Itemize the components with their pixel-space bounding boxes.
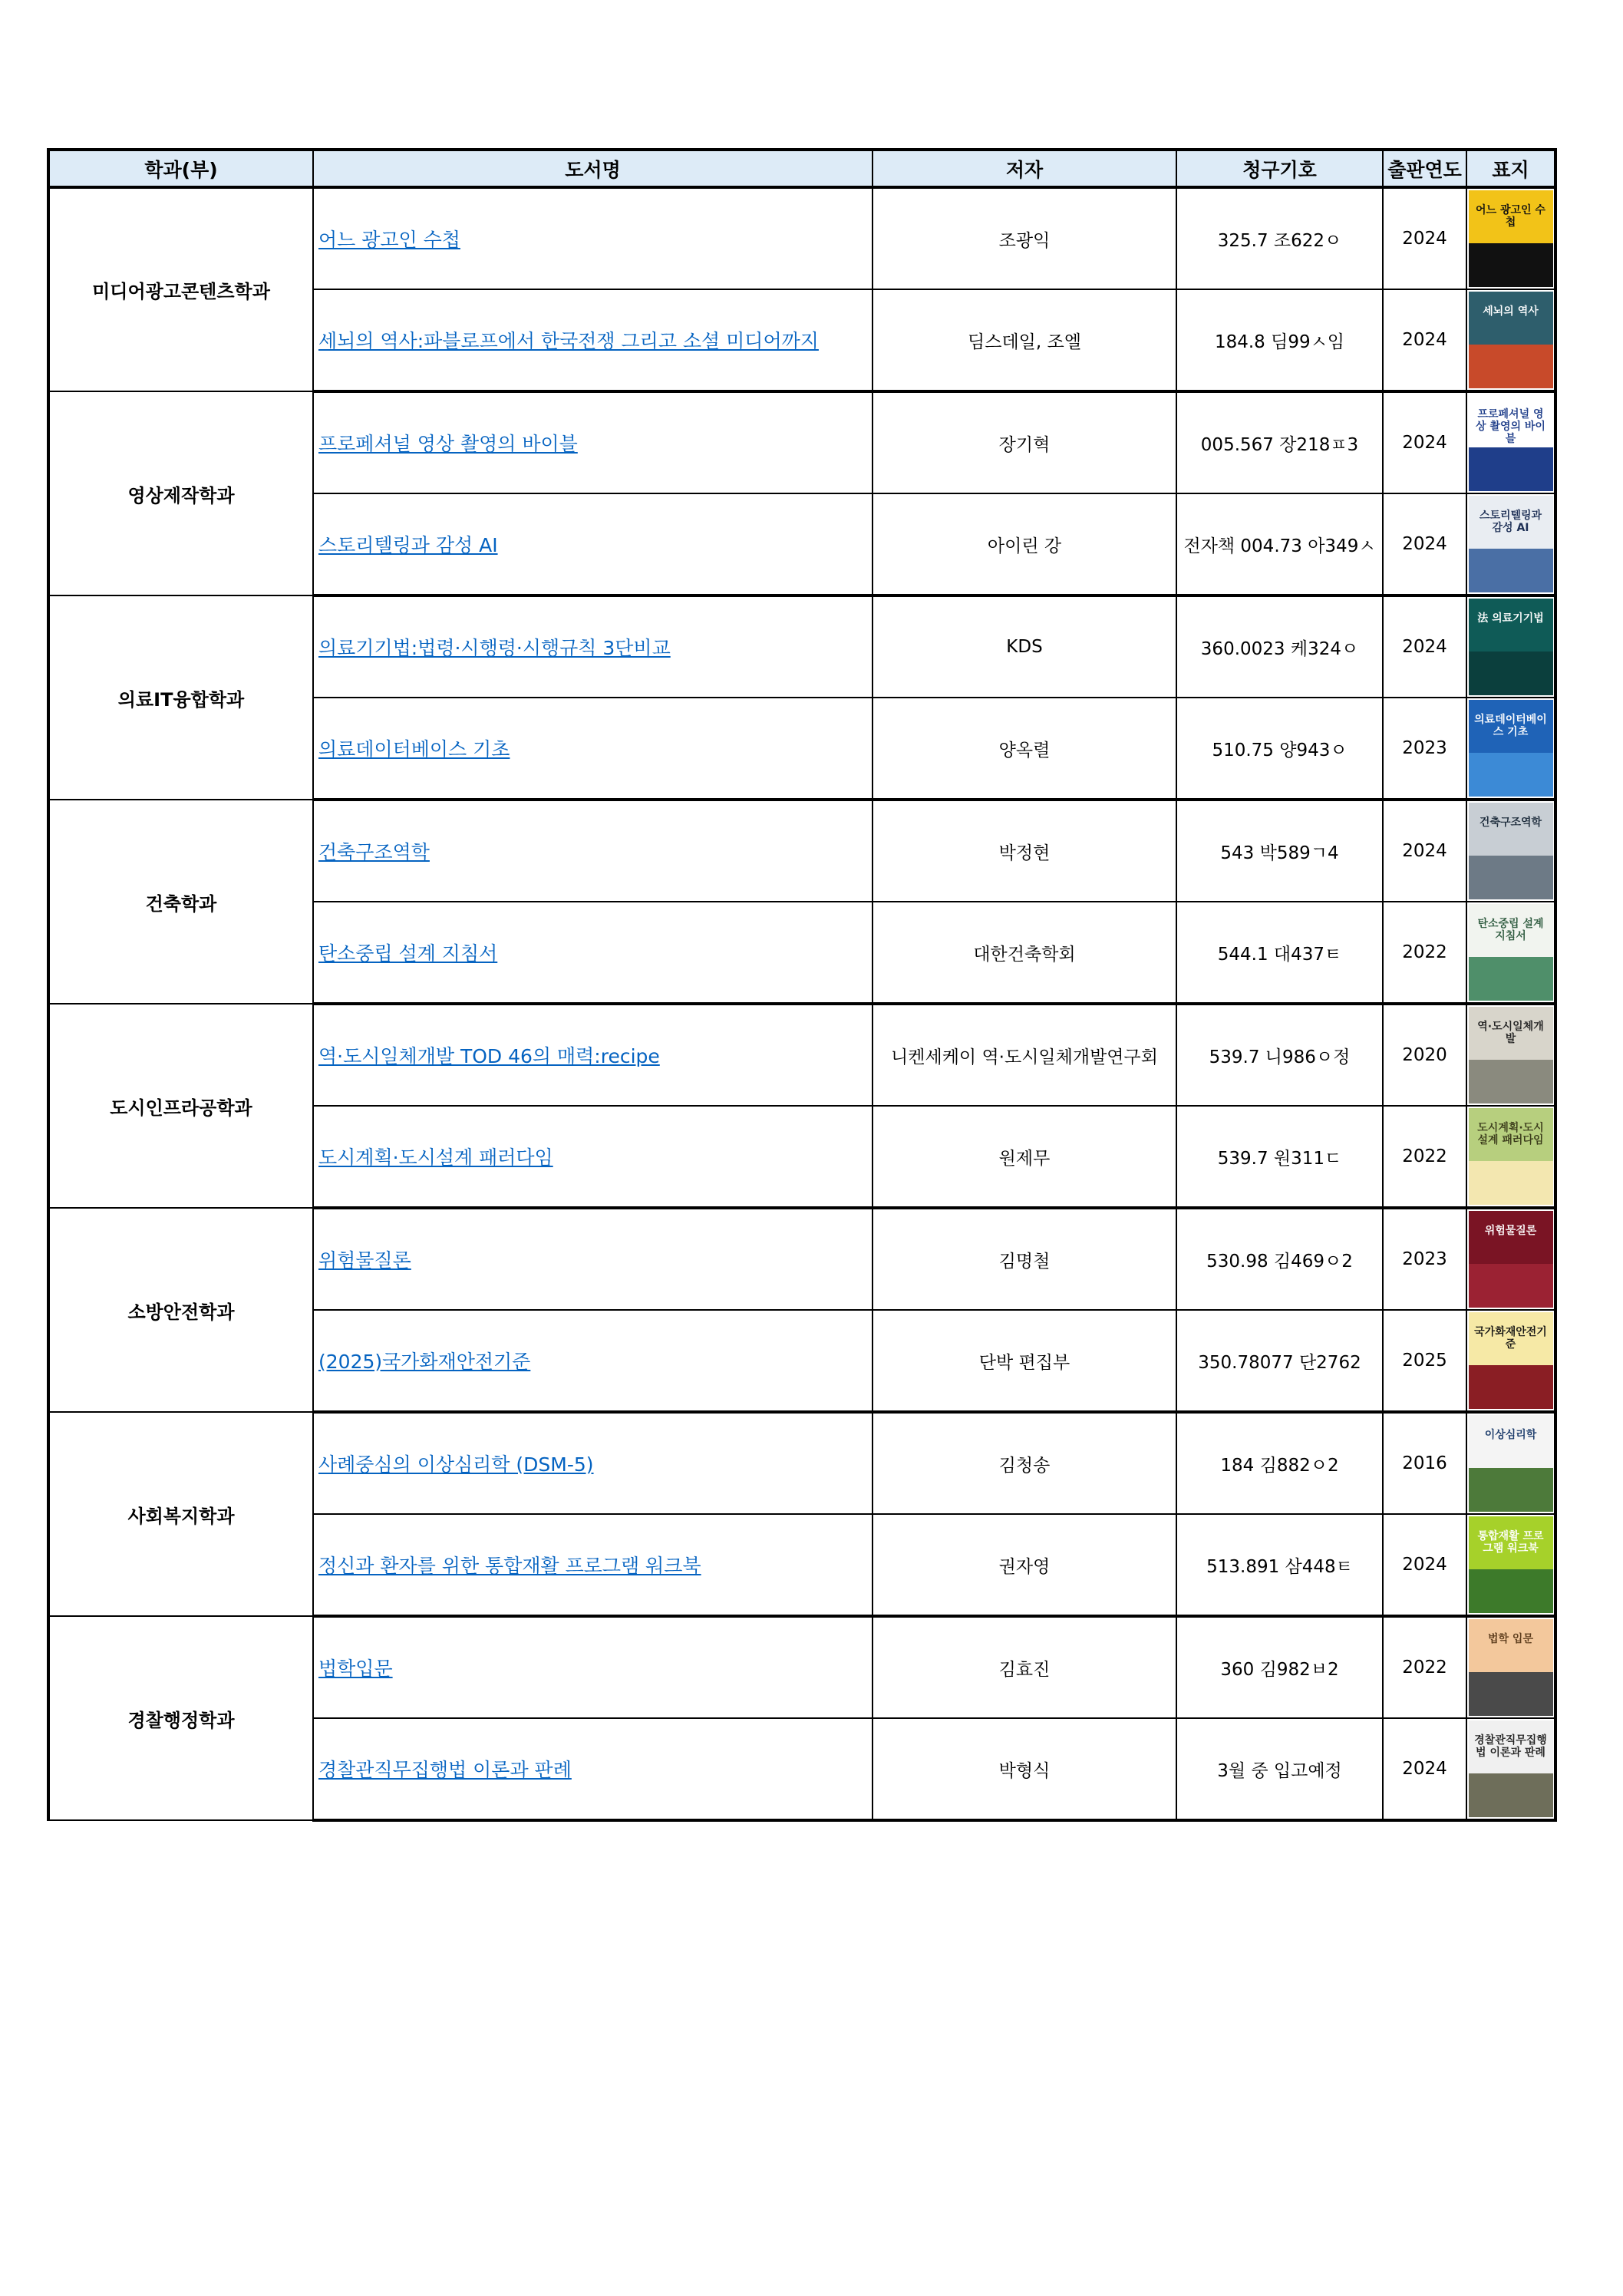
cover-title-text: 프로페셔널 영상 촬영의 바이블 — [1476, 408, 1545, 445]
year-cell: 2024 — [1383, 800, 1466, 902]
author-cell: 박정현 — [873, 800, 1176, 902]
cover-title-text: 이상심리학 — [1484, 1429, 1537, 1441]
cover-title-text: 건축구조역학 — [1479, 816, 1542, 829]
cover-band-bottom — [1469, 1468, 1553, 1512]
title-cell — [313, 1412, 873, 1514]
call-number-cell: 전자책 004.73 아349ㅅ — [1176, 493, 1383, 595]
title-cell — [313, 1004, 873, 1106]
call-number-cell: 530.98 김469ㅇ2 — [1176, 1208, 1383, 1310]
author-cell: 조광익 — [873, 187, 1176, 289]
call-number-cell: 510.75 양943ㅇ — [1176, 698, 1383, 800]
book-title-link[interactable]: 정신과 환자를 위한 통합재활 프로그램 워크북 — [318, 1555, 701, 1577]
header-call-number: 청구기호 — [1176, 150, 1383, 187]
book-cover-image[interactable] — [1469, 496, 1553, 592]
year-cell: 2023 — [1383, 698, 1466, 800]
cover-band-bottom — [1469, 1161, 1553, 1205]
book-cover-image[interactable] — [1469, 394, 1553, 491]
cover-band-top — [1469, 803, 1553, 856]
book-title-link[interactable]: 건축구조역학 — [318, 841, 430, 863]
cover-title-text: 法 의료기기법 — [1477, 612, 1544, 625]
book-title-link[interactable]: 법학입문 — [318, 1658, 393, 1680]
cover-band-bottom — [1469, 753, 1553, 797]
header-dept: 학과(부) — [48, 150, 313, 187]
table-row — [48, 187, 1555, 289]
cover-band-bottom — [1469, 957, 1553, 1001]
table-header — [48, 150, 1555, 187]
cover-band-top — [1469, 292, 1553, 345]
book-title-link[interactable]: 사례중심의 이상심리학 (DSM-5) — [318, 1453, 594, 1476]
cover-cell — [1466, 1616, 1555, 1718]
book-cover-image[interactable] — [1469, 904, 1553, 1001]
header-row — [48, 150, 1555, 187]
author-cell: 김명철 — [873, 1208, 1176, 1310]
cover-cell — [1466, 1412, 1555, 1514]
year-cell: 2025 — [1383, 1310, 1466, 1412]
cover-cell — [1466, 698, 1555, 800]
cover-title-text: 위험물질론 — [1484, 1225, 1537, 1237]
header-author: 저자 — [873, 150, 1176, 187]
year-cell: 2024 — [1383, 391, 1466, 493]
call-number-cell: 3월 중 입고예정 — [1176, 1718, 1383, 1820]
call-number-cell: 543 박589ㄱ4 — [1176, 800, 1383, 902]
book-cover-image[interactable] — [1469, 292, 1553, 388]
year-cell: 2024 — [1383, 595, 1466, 698]
title-cell — [313, 1718, 873, 1820]
table-row — [48, 1208, 1555, 1310]
book-title-link[interactable]: 의료데이터베이스 기초 — [318, 738, 510, 760]
dept-cell: 건축학과 — [48, 800, 313, 1004]
cover-cell — [1466, 1106, 1555, 1208]
author-cell: 장기혁 — [873, 391, 1176, 493]
call-number-cell: 360 김982ㅂ2 — [1176, 1616, 1383, 1718]
cover-cell — [1466, 1514, 1555, 1616]
author-cell: 원제무 — [873, 1106, 1176, 1208]
cover-band-bottom — [1469, 1060, 1553, 1103]
book-title-link[interactable]: 탄소중립 설계 지침서 — [318, 942, 498, 965]
cover-cell — [1466, 1310, 1555, 1412]
title-cell — [313, 1106, 873, 1208]
book-title-link[interactable]: 어느 광고인 수첩 — [318, 229, 460, 251]
cover-cell — [1466, 902, 1555, 1004]
year-cell: 2022 — [1383, 1616, 1466, 1718]
cover-band-bottom — [1469, 1672, 1553, 1716]
title-cell — [313, 289, 873, 391]
table-row — [48, 1004, 1555, 1106]
author-cell: 권자영 — [873, 1514, 1176, 1616]
title-cell — [313, 698, 873, 800]
book-title-link[interactable]: 역·도시일체개발 TOD 46의 매력:recipe — [318, 1045, 660, 1067]
table-row — [48, 1412, 1555, 1514]
cover-cell — [1466, 595, 1555, 698]
book-cover-image[interactable] — [1469, 190, 1553, 287]
title-cell — [313, 493, 873, 595]
cover-cell — [1466, 1718, 1555, 1820]
book-cover-image[interactable] — [1469, 1516, 1553, 1613]
cover-cell — [1466, 187, 1555, 289]
title-cell — [313, 1616, 873, 1718]
cover-band-bottom — [1469, 345, 1553, 388]
cover-band-top — [1469, 599, 1553, 652]
cover-title-text: 의료데이터베이스 기초 — [1474, 714, 1547, 738]
cover-band-bottom — [1469, 1365, 1553, 1409]
header-cover: 표지 — [1466, 150, 1555, 187]
title-cell — [313, 1514, 873, 1616]
cover-band-bottom — [1469, 1264, 1553, 1308]
cover-title-text: 어느 광고인 수첩 — [1476, 204, 1545, 229]
dept-cell: 미디어광고콘텐츠학과 — [48, 187, 313, 391]
cover-band-bottom — [1469, 856, 1553, 899]
call-number-cell: 184.8 딤99ㅅ임 — [1176, 289, 1383, 391]
title-cell — [313, 1208, 873, 1310]
cover-band-top — [1469, 1415, 1553, 1468]
book-cover-image[interactable] — [1469, 1415, 1553, 1512]
book-title-link[interactable]: 스토리텔링과 감성 AI — [318, 534, 498, 556]
dept-cell: 소방안전학과 — [48, 1208, 313, 1412]
table-row — [48, 595, 1555, 698]
cover-band-bottom — [1469, 549, 1553, 592]
cover-title-text: 세뇌의 역사 — [1483, 305, 1539, 318]
cover-title-text: 경찰관직무집행법 이론과 판례 — [1474, 1734, 1547, 1759]
cover-cell — [1466, 289, 1555, 391]
cover-band-bottom — [1469, 447, 1553, 491]
title-cell — [313, 800, 873, 902]
cover-title-text: 스토리텔링과 감성 AI — [1479, 510, 1542, 534]
table-row — [48, 1616, 1555, 1718]
author-cell: 대한건축학회 — [873, 902, 1176, 1004]
dept-cell: 영상제작학과 — [48, 391, 313, 595]
author-cell: KDS — [873, 595, 1176, 698]
dept-cell: 의료IT융합학과 — [48, 595, 313, 800]
book-title-link[interactable]: 세뇌의 역사:파블로프에서 한국전쟁 그리고 소셜 미디어까지 — [318, 330, 819, 352]
call-number-cell: 539.7 니986ㅇ정 — [1176, 1004, 1383, 1106]
dept-cell: 사회복지학과 — [48, 1412, 313, 1616]
table-body — [48, 187, 1555, 1820]
call-number-cell: 184 김882ㅇ2 — [1176, 1412, 1383, 1514]
cover-band-top — [1469, 1211, 1553, 1264]
book-cover-image[interactable] — [1469, 1619, 1553, 1716]
header-title: 도서명 — [313, 150, 873, 187]
call-number-cell: 544.1 대437ㅌ — [1176, 902, 1383, 1004]
book-title-link[interactable]: 경찰관직무집행법 이론과 판례 — [318, 1759, 572, 1781]
cover-band-bottom — [1469, 1773, 1553, 1817]
call-number-cell: 539.7 원311ㄷ — [1176, 1106, 1383, 1208]
cover-cell — [1466, 391, 1555, 493]
cover-title-text: 역·도시일체개발 — [1477, 1021, 1544, 1045]
cover-cell — [1466, 493, 1555, 595]
cover-cell — [1466, 1208, 1555, 1310]
title-cell — [313, 391, 873, 493]
cover-band-bottom — [1469, 1569, 1553, 1613]
title-cell — [313, 1310, 873, 1412]
call-number-cell: 005.567 장218ㅍ3 — [1176, 391, 1383, 493]
book-cover-image[interactable] — [1469, 599, 1553, 695]
year-cell: 2024 — [1383, 187, 1466, 289]
author-cell: 김청송 — [873, 1412, 1176, 1514]
cover-title-text: 도시계획·도시설계 패러다임 — [1477, 1122, 1544, 1146]
call-number-cell: 513.891 삼448ㅌ — [1176, 1514, 1383, 1616]
cover-title-text: 국가화재안전기준 — [1474, 1326, 1547, 1351]
call-number-cell: 325.7 조622ㅇ — [1176, 187, 1383, 289]
author-cell: 양옥렬 — [873, 698, 1176, 800]
table-row — [48, 391, 1555, 493]
cover-title-text: 통합재활 프로그램 워크북 — [1477, 1530, 1544, 1555]
book-title-link[interactable]: (2025)국가화재안전기준 — [318, 1351, 531, 1373]
author-cell: 딤스데일, 조엘 — [873, 289, 1176, 391]
cover-band-top — [1469, 1619, 1553, 1672]
year-cell: 2020 — [1383, 1004, 1466, 1106]
book-cover-image[interactable] — [1469, 1108, 1553, 1205]
cover-band-bottom — [1469, 243, 1553, 287]
header-year: 출판연도 — [1383, 150, 1466, 187]
year-cell: 2024 — [1383, 493, 1466, 595]
title-cell — [313, 595, 873, 698]
cover-title-text: 법학 입문 — [1488, 1633, 1533, 1645]
cover-cell — [1466, 800, 1555, 902]
title-cell — [313, 187, 873, 289]
book-title-link[interactable]: 위험물질론 — [318, 1249, 411, 1272]
year-cell: 2022 — [1383, 1106, 1466, 1208]
author-cell: 아이린 강 — [873, 493, 1176, 595]
year-cell: 2016 — [1383, 1412, 1466, 1514]
book-cover-image[interactable] — [1469, 803, 1553, 899]
author-cell: 김효진 — [873, 1616, 1176, 1718]
book-cover-image[interactable] — [1469, 1312, 1553, 1409]
year-cell: 2024 — [1383, 1718, 1466, 1820]
dept-cell: 도시인프라공학과 — [48, 1004, 313, 1208]
call-number-cell: 360.0023 케324ㅇ — [1176, 595, 1383, 698]
author-cell: 단박 편집부 — [873, 1310, 1176, 1412]
title-cell — [313, 902, 873, 1004]
recommended-books-table — [47, 148, 1557, 1822]
book-title-link[interactable]: 프로페셔널 영상 촬영의 바이블 — [318, 433, 578, 455]
book-title-link[interactable]: 도시계획·도시설계 패러다임 — [318, 1146, 553, 1169]
book-cover-image[interactable] — [1469, 1007, 1553, 1103]
book-cover-image[interactable] — [1469, 1720, 1553, 1817]
year-cell: 2024 — [1383, 1514, 1466, 1616]
book-cover-image[interactable] — [1469, 1211, 1553, 1308]
book-title-link[interactable]: 의료기기법:법령·시행령·시행규칙 3단비교 — [318, 637, 671, 659]
cover-cell — [1466, 1004, 1555, 1106]
call-number-cell: 350.78077 단2762 — [1176, 1310, 1383, 1412]
dept-cell: 경찰행정학과 — [48, 1616, 313, 1820]
cover-title-text: 탄소중립 설계 지침서 — [1477, 918, 1544, 942]
year-cell: 2022 — [1383, 902, 1466, 1004]
table-row — [48, 800, 1555, 902]
author-cell: 박형식 — [873, 1718, 1176, 1820]
book-cover-image[interactable] — [1469, 700, 1553, 797]
year-cell: 2023 — [1383, 1208, 1466, 1310]
year-cell: 2024 — [1383, 289, 1466, 391]
author-cell: 니켄세케이 역·도시일체개발연구회 — [873, 1004, 1176, 1106]
cover-band-bottom — [1469, 652, 1553, 695]
